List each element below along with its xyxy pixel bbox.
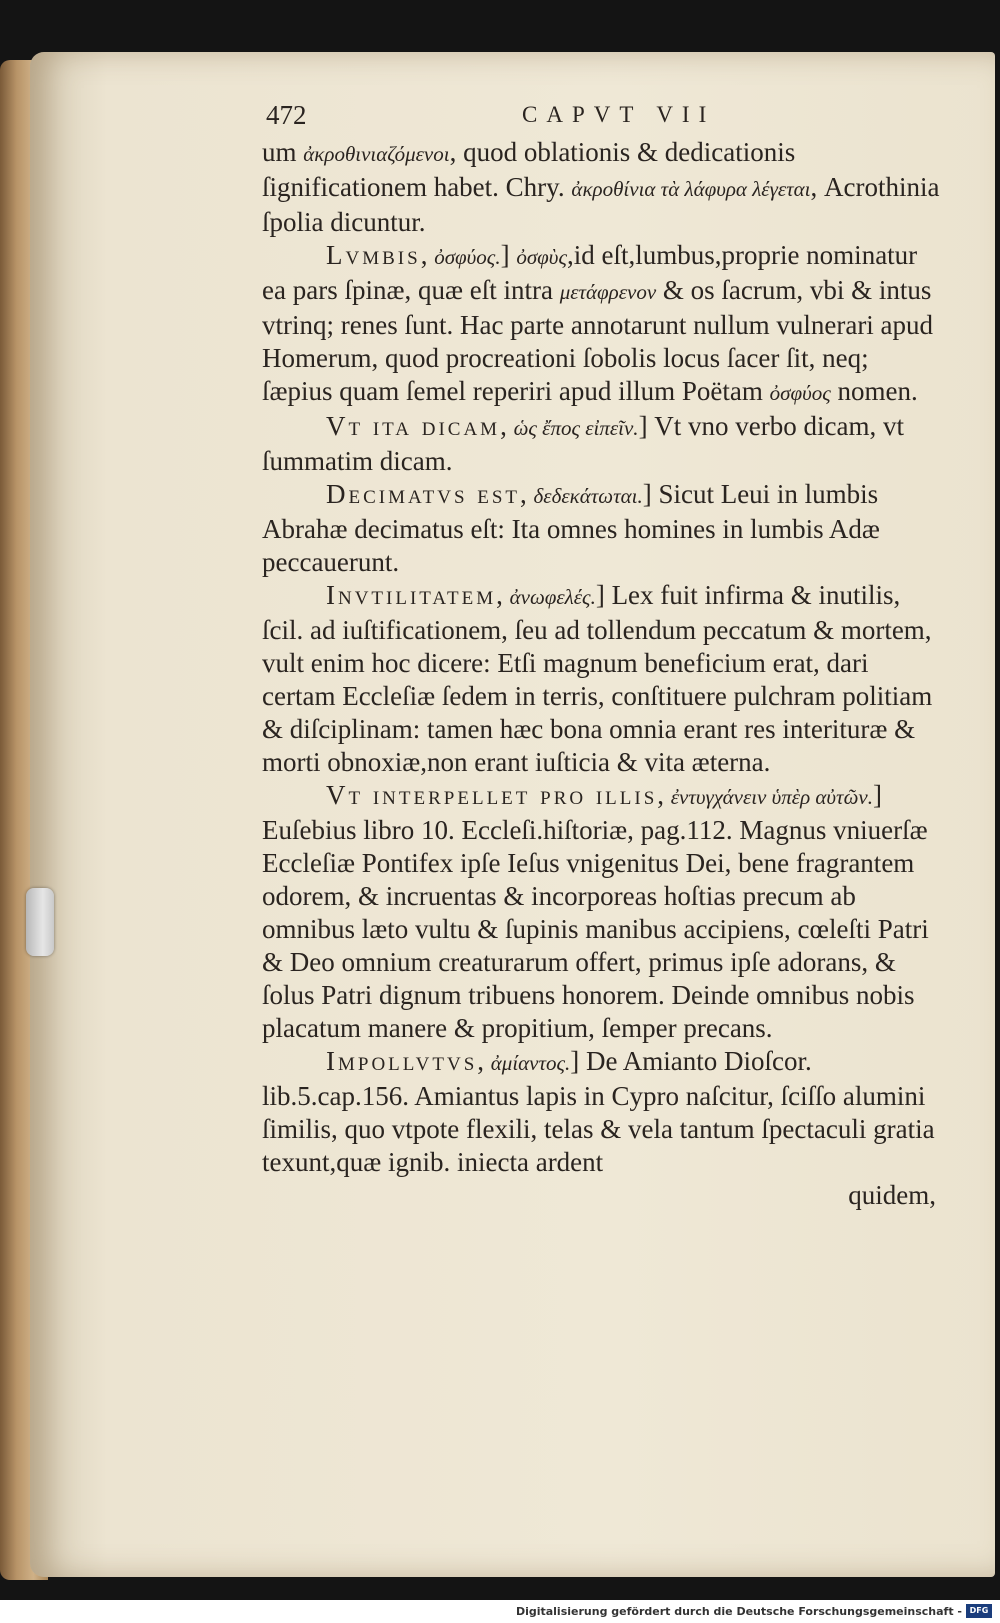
text-run: ] Vt vno verbo dicam, vt ſummatim dicam. xyxy=(262,411,905,476)
greek-term: ἀμίαντος. xyxy=(490,1051,571,1075)
text-run: ] xyxy=(500,240,517,270)
greek-term: ἐντυγχάνειν ὑπὲρ αὐτῶν. xyxy=(670,785,873,809)
greek-term: δεδεκάτωται. xyxy=(533,484,643,508)
text-run: & os ſacrum, vbi & intus vtrinq; renes ſunt. Hac parte annotarunt nullum vulnerari apud Homerum, quod procreationi ſobolis locus ſacer ſit, neq; ſæpius quam ſemel reperiri apud illum Poëtam xyxy=(262,275,934,406)
text-run: , xyxy=(657,780,671,810)
greek-term: ἀνωφελές. xyxy=(509,585,596,609)
greek-term: ὡς ἔπος εἰπεῖν. xyxy=(513,416,639,440)
text-run: ] Sicut Leui in lumbis Abrahæ decimatus eſt: Ita omnes homines in lumbis Adæ peccauerunt. xyxy=(262,479,880,577)
paragraph xyxy=(262,136,942,239)
text-run: nomen. xyxy=(830,376,918,406)
paragraph xyxy=(262,410,942,478)
lemma-heading: Decimatvs est xyxy=(326,479,521,509)
lemma-heading: Vt interpellet pro illis xyxy=(326,780,658,810)
catchword: quidem, xyxy=(848,1180,936,1210)
page-number: 472 xyxy=(266,100,307,130)
text-run: um xyxy=(262,137,304,167)
text-run: ] De Amianto Dioſcor. lib.5.cap.156. Amiantus lapis in Cypro naſcitur, ſciſſo alumini ſimilis, quo vtpote flexili, telas & vela tantum ſpectaculi gratia texunt,quæ ignib. iniecta ardent xyxy=(262,1046,935,1177)
body-paragraphs xyxy=(262,136,942,1179)
text-run: , xyxy=(520,479,534,509)
footer-credit: Digitalisierung gefördert durch die Deutsche Forschungsgemeinschaft - xyxy=(515,1605,962,1618)
digitization-footer xyxy=(0,1600,1000,1623)
page-text-block xyxy=(262,100,942,1212)
book-clasp xyxy=(26,888,54,956)
text-run: , xyxy=(500,411,514,441)
text-run: , Acrothinia ſpolia dicuntur. xyxy=(262,172,940,237)
text-run: , quod oblationis & dedicationis ſignificationem habet. Chry. xyxy=(262,137,796,202)
lemma-heading: Vt ita dicam xyxy=(326,411,501,441)
greek-term: ἀκροθίνια τὰ λάφυρα λέγεται xyxy=(571,177,811,201)
greek-term: μετάφρενον xyxy=(559,280,657,304)
lemma-heading: Invtilitatem xyxy=(326,580,497,610)
text-run: , xyxy=(496,580,510,610)
paragraph xyxy=(262,478,942,579)
text-run: , xyxy=(477,1046,491,1076)
lemma-heading: Lvmbis xyxy=(326,240,421,270)
greek-term: ὀσφύος. xyxy=(434,245,501,269)
paragraph xyxy=(262,239,942,410)
running-title: CAPVT VII xyxy=(522,102,716,127)
dfg-logo: DFG xyxy=(966,1604,992,1618)
page-header xyxy=(262,100,942,136)
text-run: ] Lex fuit infirma & inutilis, ſcil. ad iuſtificationem, ſeu ad tollendum peccatum & mortem, vult enim hoc dicere: Etſi magnum beneficium erat, dari certam Eccleſiæ ſedem in terris, conſtituere pulchram politiam & diſciplinam: tamen hæc bona omnia erant res interituræ & morti obnoxiæ,non erant iuſticia & vita æterna. xyxy=(262,580,933,777)
greek-term: ὀσφύος xyxy=(769,381,831,405)
text-run: , xyxy=(420,240,435,270)
lemma-heading: Impollvtvs xyxy=(326,1046,478,1076)
paragraph xyxy=(262,779,942,1045)
text-run: ,id eſt,lumbus,proprie nominatur ea pars ſpinæ, quæ eſt intra xyxy=(262,240,918,305)
paragraph xyxy=(262,579,942,779)
greek-term: ἀκροθινιαζόμενοι xyxy=(303,142,450,166)
text-run: ] Euſebius libro 10. Eccleſi.hiſtoriæ, pag.112. Magnus vniuerſæ Eccleſiæ Pontifex ipſe Ieſus vnigenitus Dei, bene fragrantem odorem, & incruentas & incorporeas hoſtias precum ab omnibus læto vultu & ſupinis manibus accipiens, cœleſti Patri & Deo omnium creaturarum offert, primus ipſe adorans, & ſolus Patri dignum tribuens honorem. Deinde omnibus nobis placatum manere & propitium, ſemper precans. xyxy=(262,780,929,1043)
greek-term: ὀσφὺς xyxy=(516,245,567,269)
paragraph xyxy=(262,1045,942,1179)
